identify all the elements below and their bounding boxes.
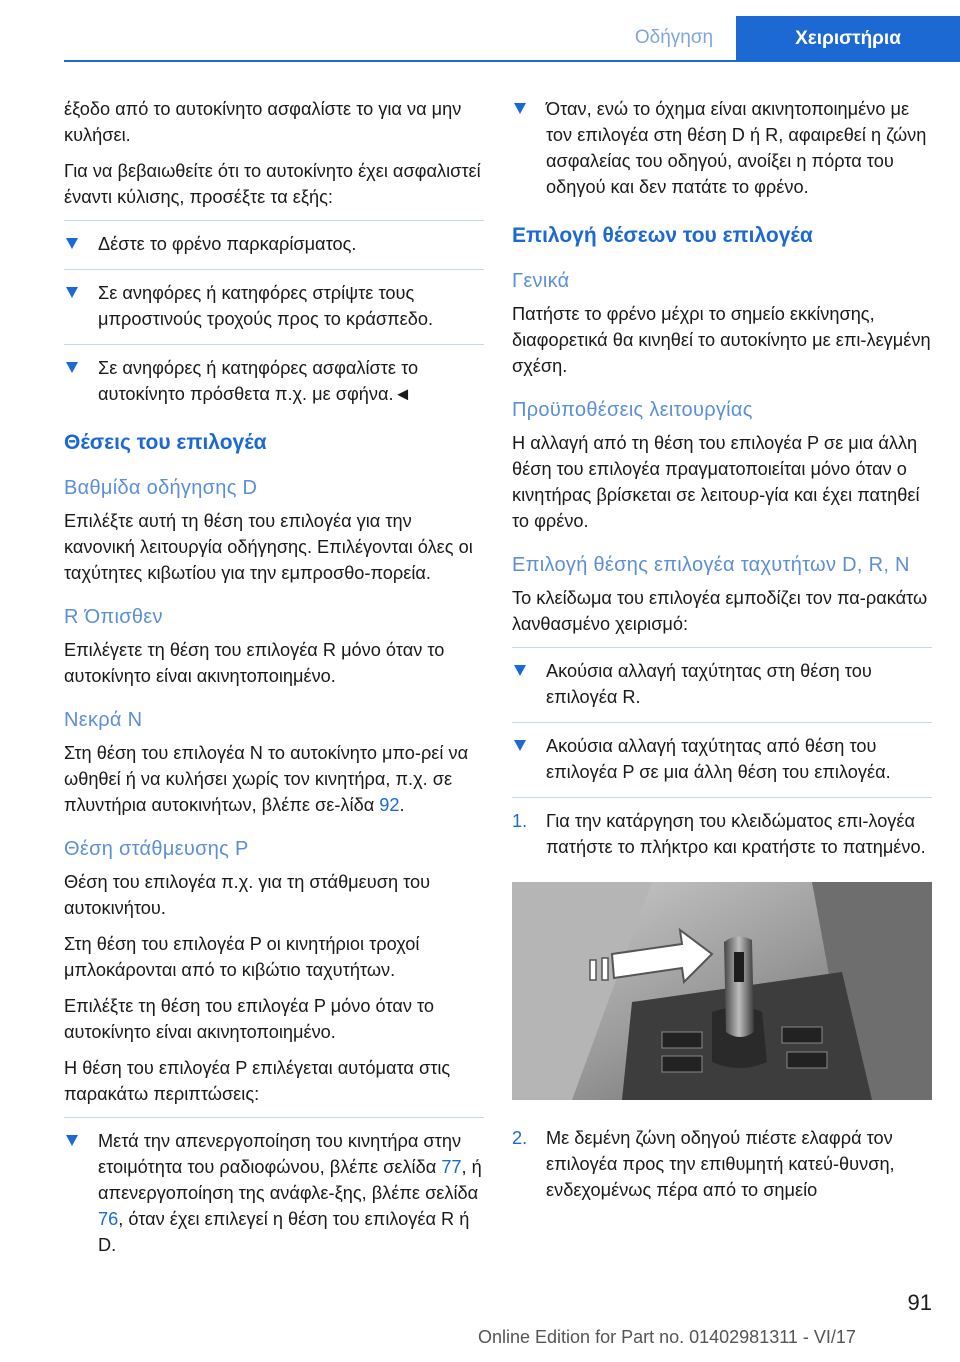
page-link[interactable]: 92: [379, 795, 400, 815]
divider: [512, 647, 932, 648]
paragraph: Επιλέγετε τη θέση του επιλογέα R μόνο όταν το αυτοκίνητο είναι ακινητοποιημένο.: [64, 640, 445, 686]
left-column: [64, 96, 484, 1270]
list-item: Ακούσια αλλαγή ταχύτητας στη θέση του επιλογέα R.: [512, 658, 932, 710]
paragraph: Η αλλαγή από τη θέση του επιλογέα P σε μια άλλη θέση του επιλογέα πραγματοποιείται μόνο όταν ο κινητήρας βρίσκεται σε λειτουρ-γία και έχει πατηθεί το φρένο.: [512, 433, 920, 531]
paragraph: Στη θέση του επιλογέα P οι κινητήριοι τροχοί μπλοκάρονται από το κιβώτιο ταχυτήτων.: [64, 934, 420, 980]
step-number: 2.: [512, 1128, 528, 1148]
page-link[interactable]: 77: [441, 1157, 462, 1177]
footer-edition: Online Edition for Part no. 01402981311 - VI/17: [478, 1327, 856, 1347]
subsection-heading: Επιλογή θέσης επιλογέα ταχυτήτων D, R, N: [512, 554, 910, 576]
triangle-bullet-icon: [512, 733, 546, 785]
paragraph: Στη θέση του επιλογέα N το αυτοκίνητο μπο-ρεί να ωθηθεί ή να κυλήσει χωρίς τον κινητήρα, π.χ. σε πλυντήρια αυτοκινήτων, βλέπε σε-λίδα 92.: [64, 743, 469, 815]
subsection-heading: Νεκρά N: [64, 709, 143, 731]
divider: [64, 269, 484, 270]
section-heading: Θέσεις του επιλογέα: [64, 431, 267, 454]
list-item: Ακούσια αλλαγή ταχύτητας από θέση του επιλογέα P σε μια άλλη θέση του επιλογέα.: [512, 733, 932, 785]
divider: [64, 1117, 484, 1118]
subsection-heading: R Όπισθεν: [64, 606, 163, 628]
step-number: 1.: [512, 811, 528, 831]
list-item: Μετά την απενεργοποίηση του κινητήρα στην ετοιμότητα του ραδιοφώνου, βλέπε σελίδα 77, ή απενεργοποίηση της ανάφλε-ξης, βλέπε σελίδα 76, όταν έχει επιλεγεί η θέση του επιλογέα R ή D.: [64, 1128, 484, 1258]
triangle-bullet-icon: [64, 280, 98, 332]
page-link[interactable]: 76: [98, 1209, 119, 1229]
tab-driving[interactable]: Οδήγηση: [634, 27, 714, 48]
paragraph: Επιλέξτε αυτή τη θέση του επιλογέα για την κανονική λειτουργία οδήγησης. Επιλέγονται όλες οι ταχύτητες κιβωτίου για την εμπροσθο-πορεία.: [64, 511, 473, 583]
triangle-bullet-icon: [64, 231, 98, 257]
subsection-heading: Θέση στάθμευσης P: [64, 838, 249, 860]
triangle-bullet-icon: [512, 96, 546, 200]
tab-controls[interactable]: Χειριστήρια: [736, 16, 960, 62]
triangle-bullet-icon: [512, 658, 546, 710]
paragraph: Για να βεβαιωθείτε ότι το αυτοκίνητο έχει ασφαλιστεί έναντι κύλισης, προσέξτε τα εξής:: [64, 161, 481, 207]
subsection-heading: Βαθμίδα οδήγησης D: [64, 477, 258, 499]
gear-selector-photo: [512, 882, 932, 1100]
list-item: Σε ανηφόρες ή κατηφόρες ασφαλίστε το αυτοκίνητο πρόσθετα π.χ. με σφήνα.◄: [64, 355, 484, 407]
header-rule: [64, 60, 960, 62]
step-item: 1. Για την κατάργηση του κλειδώματος επι-λογέα πατήστε το πλήκτρο και κρατήστε το πατημένο.: [512, 808, 932, 860]
right-column: [512, 96, 932, 1215]
paragraph: Το κλείδωμα του επιλογέα εμποδίζει τον πα-ρακάτω λανθασμένο χειρισμό:: [512, 588, 928, 634]
list-item: Όταν, ενώ το όχημα είναι ακινητοποιημένο με τον επιλογέα στη θέση D ή R, αφαιρεθεί η ζώνη ασφαλείας του οδηγού, ανοίξει η πόρτα του οδηγού και δεν πατάτε το φρένο.: [512, 96, 932, 200]
subsection-heading: Προϋποθέσεις λειτουργίας: [512, 399, 753, 421]
section-heading: Επιλογή θέσεων του επιλογέα: [512, 224, 813, 247]
divider: [512, 797, 932, 798]
paragraph: Πατήστε το φρένο μέχρι το σημείο εκκίνησης, διαφορετικά θα κινηθεί το αυτοκίνητο με επι-λεγμένη σχέση.: [512, 304, 931, 376]
paragraph: έξοδο από το αυτοκίνητο ασφαλίστε το για να μην κυλήσει.: [64, 99, 462, 145]
list-item: Δέστε το φρένο παρκαρίσματος.: [64, 231, 484, 257]
list-item: Σε ανηφόρες ή κατηφόρες στρίψτε τους μπροστινούς τροχούς προς το κράσπεδο.: [64, 280, 484, 332]
paragraph: Επιλέξτε τη θέση του επιλογέα P μόνο όταν το αυτοκίνητο είναι ακινητοποιημένο.: [64, 996, 435, 1042]
divider: [64, 344, 484, 345]
triangle-bullet-icon: [64, 1128, 98, 1258]
paragraph: Η θέση του επιλογέα P επιλέγεται αυτόματα στις παρακάτω περιπτώσεις:: [64, 1058, 451, 1104]
triangle-bullet-icon: [64, 355, 98, 407]
paragraph: Θέση του επιλογέα π.χ. για τη στάθμευση του αυτοκινήτου.: [64, 872, 431, 918]
subsection-heading: Γενικά: [512, 270, 570, 292]
divider: [512, 722, 932, 723]
divider: [64, 220, 484, 221]
page-number: 91: [907, 1290, 932, 1315]
step-item: 2. Με δεμένη ζώνη οδηγού πιέστε ελαφρά τον επιλογέα προς την επιθυμητή κατεύ-θυνση, ενδεχομένως πέρα από το σημείο: [512, 1125, 932, 1203]
